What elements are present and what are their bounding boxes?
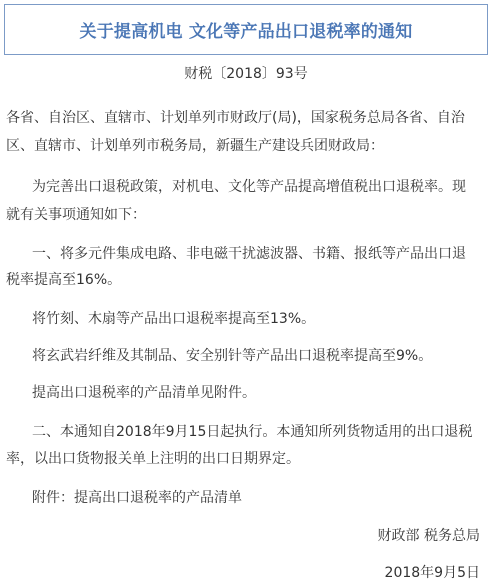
item1-sub-line-2: 将玄武岩纤维及其制品、安全别针等产品出口退税率提高至9%。 — [32, 348, 433, 364]
attachment-line: 附件：提高出口退税率的产品清单 — [32, 490, 242, 506]
item1-line-1: 一、将多元件集成电路、非电磁干扰滤波器、书籍、报纸等产品出口退 — [32, 246, 466, 262]
issuer: 财政部 税务总局 — [377, 528, 480, 544]
addressee-line-1: 各省、自治区、直辖市、计划单列市财政厅(局)，国家税务总局各省、自治 — [6, 110, 465, 126]
item1-sub-line-3: 提高出口退税率的产品清单见附件。 — [32, 385, 256, 401]
item1-line-2: 税率提高至16%。 — [6, 272, 122, 288]
addressee-line-2: 区、直辖市、计划单列市税务局，新疆生产建设兵团财政局： — [6, 138, 384, 154]
notice-title-box — [4, 4, 488, 55]
item1-sub-line-1: 将竹刻、木扇等产品出口退税率提高至13%。 — [32, 311, 316, 327]
intro-line-2: 就有关事项通知如下： — [6, 207, 146, 223]
document-number: 财税〔2018〕93号 — [184, 66, 308, 82]
issue-date: 2018年9月5日 — [384, 565, 480, 581]
item2-line-1: 二、本通知自2018年9月15日起执行。本通知所列货物适用的出口退税 — [32, 424, 473, 440]
intro-line-1: 为完善出口退税政策，对机电、文化等产品提高增值税出口退税率。现 — [32, 179, 466, 195]
notice-title: 关于提高机电 文化等产品出口退税率的通知 — [79, 22, 413, 42]
item2-line-2: 率，以出口货物报关单上注明的出口日期界定。 — [6, 451, 300, 467]
